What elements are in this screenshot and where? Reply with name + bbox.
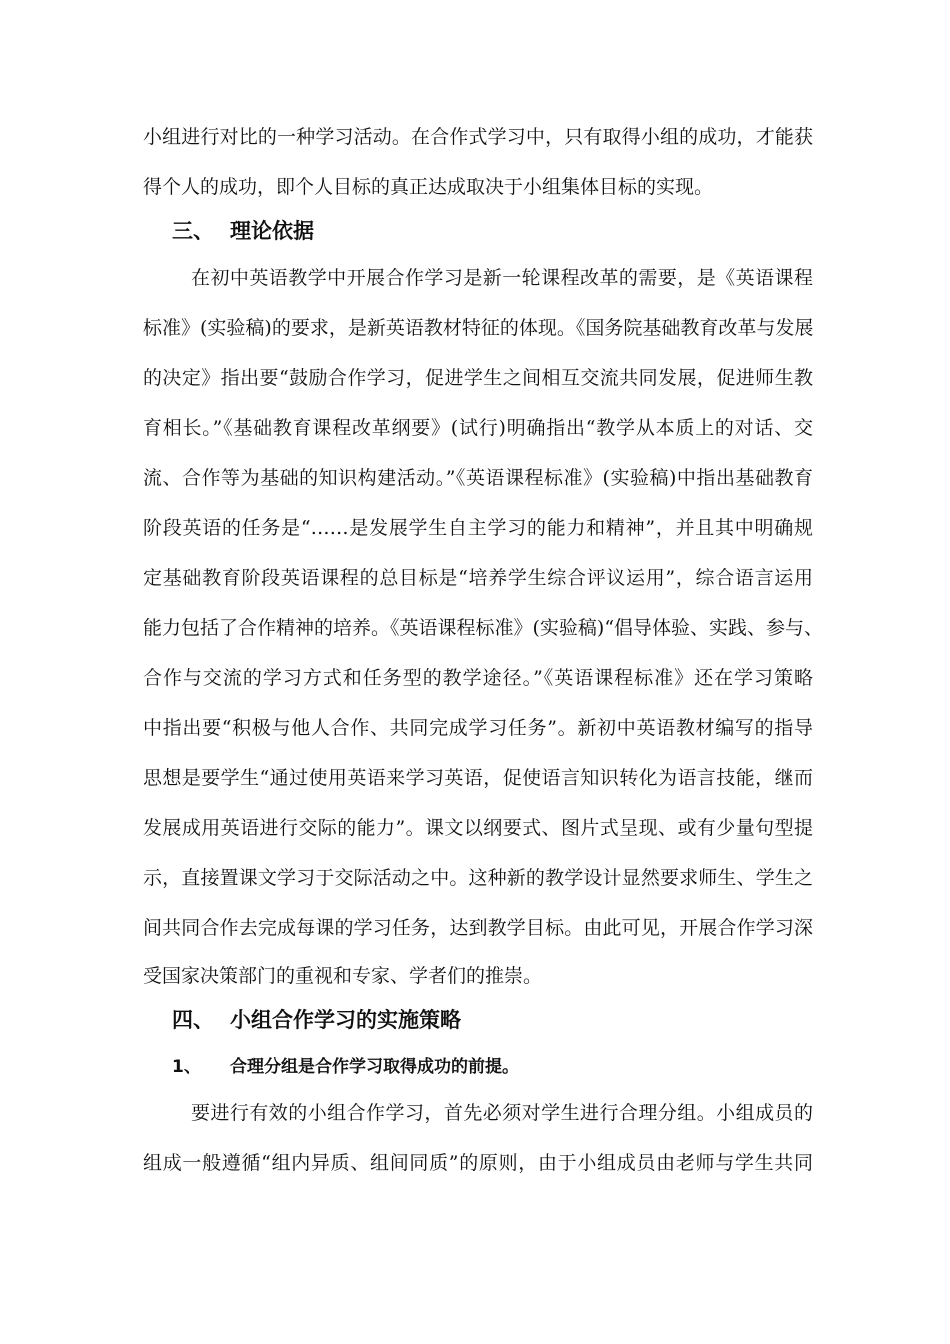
paragraph-line: 间共同合作去完成每课的学习任务，达到教学目标。由此可见，开展合作学习深 — [143, 917, 813, 939]
paragraph-line: 中指出要“积极与他人合作、共同完成学习任务”。新初中英语教材编写的指导 — [143, 717, 813, 739]
section-number: 四、 — [172, 1008, 214, 1032]
section-number: 三、 — [172, 219, 214, 243]
paragraph-line: 得个人的成功，即个人目标的真正达成取决于小组集体目标的实现。 — [143, 176, 714, 198]
subsection-heading — [172, 1055, 519, 1079]
paragraph-line: 流、合作等为基础的知识构建活动。”《英语课程标准》(实验稿)中指出基础教育 — [143, 467, 813, 489]
paragraph-line: 思想是要学生“通过使用英语来学习英语，促使语言知识转化为语言技能，继而 — [143, 767, 813, 789]
paragraph-line: 的决定》指出要“鼓励合作学习，促进学生之间相互交流共同发展，促进师生教 — [143, 367, 813, 389]
section-heading-3 — [172, 217, 314, 245]
paragraph-line: 阶段英语的任务是“……是发展学生自主学习的能力和精神”，并且其中明确规 — [143, 517, 813, 539]
paragraph-line: 育相长。”《基础教育课程改革纲要》(试行)明确指出“教学从本质上的对话、交 — [143, 417, 813, 439]
paragraph-line: 小组进行对比的一种学习活动。在合作式学习中，只有取得小组的成功，才能获 — [143, 126, 813, 148]
paragraph-line: 定基础教育阶段英语课程的总目标是“培养学生综合评议运用”，综合语言运用 — [143, 567, 813, 589]
paragraph-line: 标准》(实验稿)的要求，是新英语教材特征的体现。《国务院基础教育改革与发展 — [143, 317, 814, 339]
paragraph-line: 组成一般遵循“组内异质、组间同质”的原则，由于小组成员由老师与学生共同 — [143, 1152, 813, 1174]
paragraph-line: 示，直接置课文学习于交际活动之中。这种新的教学设计显然要求师生、学生之 — [143, 867, 813, 889]
paragraph-line: 合作与交流的学习方式和任务型的教学途径。”《英语课程标准》还在学习策略 — [143, 667, 813, 689]
paragraph-line: 在初中英语教学中开展合作学习是新一轮课程改革的需要，是《英语课程 — [191, 267, 813, 289]
paragraph-line: 发展成用英语进行交际的能力”。课文以纲要式、图片式呈现、或有少量句型提 — [143, 817, 813, 839]
section-title: 理论依据 — [230, 219, 314, 243]
subsection-title: 合理分组是合作学习取得成功的前提。 — [230, 1057, 519, 1077]
paragraph-line: 能力包括了合作精神的培养。《英语课程标准》(实验稿)“倡导体验、实践、参与、 — [143, 617, 824, 639]
section-title: 小组合作学习的实施策略 — [230, 1008, 461, 1032]
section-heading-4 — [172, 1006, 461, 1034]
subsection-number: 1、 — [172, 1057, 201, 1077]
paragraph-line: 要进行有效的小组合作学习，首先必须对学生进行合理分组。小组成员的 — [191, 1102, 813, 1124]
paragraph-line: 受国家决策部门的重视和专家、学者们的推崇。 — [143, 965, 543, 987]
